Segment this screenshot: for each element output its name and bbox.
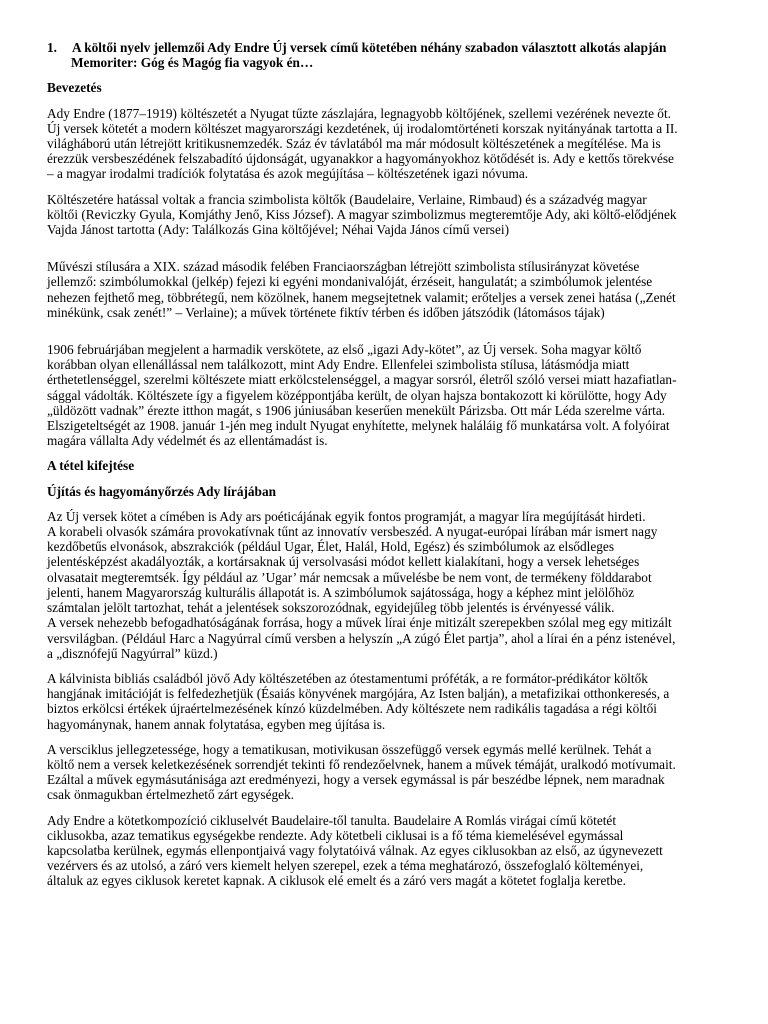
section-title: A tétel kifejtése [47,458,135,474]
text-line: hangjának imitációját is felfedezhetjük (Ésaiás könyvének margójára, Az Isten balján), a metafizikai otthonkeresés, a [47,686,670,702]
text-line: magára vállalta Ady védelmét és az ellentámadást is. [47,433,328,449]
text-line: számtalan jelölt tartozhat, tehát a jelentések sokszorozódnak, egyidejűleg több jelentés is érvényessé válik. [47,600,615,616]
paragraph [47,742,722,803]
text-line: biztos erkölcsi értékek újraértelmezésének kínzó küzdelmében. Ady költészete nem radikális tagadása a régi költői [47,701,657,717]
text-line: korábban olyan ellenállással nem találkozott, mint Ady Endre. Ellenfelei szimbolista stílusa, látásmódja miatt [47,357,630,373]
paragraph [47,259,722,320]
paragraph [47,342,722,448]
paragraph [47,509,722,661]
section-title: Bevezetés [47,80,102,96]
text-line: Az Új versek kötet a címében is Ady ars poéticájának egyik fontos programját, a magyar líra megújítását hirdeti. [47,508,646,524]
text-line: kapcsolatba kerülnek, egymás ellenpontjaivá vagy folytatóivá válnak. Az egyes ciklusokban az első, az úgynevezett [47,842,663,858]
text-line: hagyománynak, hanem annak folytatása, egyben meg újítása is. [47,716,386,732]
paragraph [47,106,722,182]
text-line: olvasatait megteremtsék. Így például az ’Ugar’ már nemcsak a művelésbe be nem vont, de termékeny földdarabot [47,569,652,585]
text-line: versvilágban. (Például Harc a Nagyúrral című versben a helyszín „A zúgó Élet partja”, ahol a lírai én a pénz istenével, [47,630,676,646]
text-line: jelentésképzést akadályozták, a kortársaknak új versolvasási módot kellett kialakítani, hogy a versek lehetséges [47,554,640,570]
document-body [47,80,722,888]
text-line: ciklusokba, azaz tematikus egységekbe rendezte. Ady kötetbeli ciklusai is a fő téma kiemelésével egymással [47,827,624,843]
text-line: 1906 februárjában megjelent a harmadik verskötete, az első „igazi Ady-kötet”, az Új versek. Soha magyar költő [47,342,642,358]
text-line: A korabeli olvasók számára provokatívnak tűnt az innovatív versbeszéd. A nyugat-európai lírában már ismert nagy [47,524,658,540]
text-line: vezérvers és az utolsó, a záró vers kiemelt helyen szerepel, ezek a téma meghatározó, összefoglaló költeményei, [47,858,644,874]
text-line: költői (Reviczky Gyula, Komjáthy Jenő, Kiss József). A magyar szimbolizmus megteremtője Ady, aki költő-elődjének [47,206,677,222]
text-line: sággal vádolták. Költészete így a figyelem középpontjába került, de olyan hajsza bontakozott ki körülötte, hogy Ady [47,387,667,403]
text-line: jellemző: szimbólumokkal (jelkép) fejezi ki egyéni mondanivalóját, érzéseit, hangulatát; a szimbólumok jelentése [47,274,653,290]
text-line: Költészetére hatással voltak a francia szimbolista költők (Baudelaire, Verlaine, Rimbaud) és a századvég magyar [47,191,647,207]
paragraph [47,192,722,238]
text-line: nehezen fejthető meg, többrétegű, nem közölnek, hanem megsejtetnek valamit; erőteljes a versek zenei hatása („Zenét [47,289,676,305]
text-line: Ezáltal a művek egymásutánisága azt eredményezi, hogy a versek egymással is pár beszédbe lépnek, nem maradnak [47,772,665,788]
text-line: A versek nehezebb befogadhatóságának forrása, hogy a művek lírai énje mitizált szerepekben szólal meg egy mitizált [47,615,672,631]
text-line: a „disznófejű Nagyúrral” küzd.) [47,645,218,661]
text-line: „üldözött vadnak” érezte itthon magát, s 1906 júniusában keserűen menekült Párizsba. Ott már Léda szerelme várta. [47,402,666,418]
text-line: Új versek kötetét a modern költészet magyarországi kezdetének, új irodalomtörténeti korszak nyitányának tartotta a II. [47,120,678,136]
heading-title: A költői nyelv jellemzői Ady Endre Új versek című kötetében néhány szabadon választott alkotás alapján [72,40,667,55]
text-line: A versciklus jellegzetessége, hogy a tematikusan, motivikusan összefüggő versek egymás mellé kerülnek. Tehát a [47,741,652,757]
text-line: érezzük versbeszédének felszabadító újdonságát, ugyanakkor a hagyományokhoz kötődését is. Ady e kettős törekvése [47,151,674,167]
document-heading [47,40,722,70]
heading-number: 1. [47,40,57,55]
text-line: A kálvinista bibliás családból jövő Ady költészetében az ótestamentumi próféták, a re formátor-prédikátor költők [47,670,648,686]
text-line: minékünk, csak zenét!” – Verlaine); a művek története fiktív térben és időben játszódik (látomásos tájak) [47,304,605,320]
text-line: világháború után létrejött kritikusnemzedék. Száz év távlatából ma már módosult költészetének a megítélése. Ma is [47,136,661,152]
text-line: – a magyar irodalmi tradíciók folytatása és azok megújítása – költészetének igazi nóvuma. [47,166,529,182]
text-line: Ady Endre a kötetkompozíció cikluselvét Baudelaire-től tanulta. Baudelaire A Romlás virágai című kötetét [47,812,617,828]
text-line: költő nem a versek keletkezésének sorrendjét tekinti fő rendezőelvnek, hanem a művek témáját, uralkodó motívumait. [47,756,676,772]
text-line: általuk az egyes ciklusok keretet kapnak. A ciklusok elé emelt és a záró vers magát a kötetet foglalja keretbe. [47,873,626,889]
section-title: Újítás és hagyományőrzés Ady lírájában [47,483,277,499]
text-line: Ady Endre (1877–1919) költészetét a Nyugat tűzte zászlajára, legnagyobb költőjének, szellemi vezérének nevezte őt. [47,105,671,121]
text-line: érthetetlenséggel, szerelmi költészete miatt erkölcstelenséggel, a magyar sorsról, életről szóló versei miatt hazafiatlan- [47,372,677,388]
text-line: kezdőbetűs elvonások, abszrakciók (például Ugar, Élet, Halál, Hold, Egész) és szimbólumok az elsődleges [47,539,614,555]
text-line: csak önmagukban értelmezhető zárt egységek. [47,787,294,803]
paragraph [47,671,722,732]
heading-memoriter: Memoriter: Góg és Magóg fia vagyok én… [71,55,314,71]
text-line: Vajda Jánost tartotta (Ady: Találkozás Gina költőjével; Néhai Vajda János című versei) [47,222,509,238]
paragraph [47,813,722,889]
text-line: Művészi stílusára a XIX. század második felében Franciaországban létrejött szimbolista stílusirányzat követése [47,259,640,275]
text-line: jelenti, hanem Magyarország kulturális állapotát is. A szimbólumok sajátossága, hogy a képhez mint jelölőhöz [47,584,635,600]
text-line: Elszigeteltségét az 1908. január 1-jén meg indult Nyugat enyhítette, melynek haláláig fő munkatársa volt. A folyóirat [47,418,670,434]
